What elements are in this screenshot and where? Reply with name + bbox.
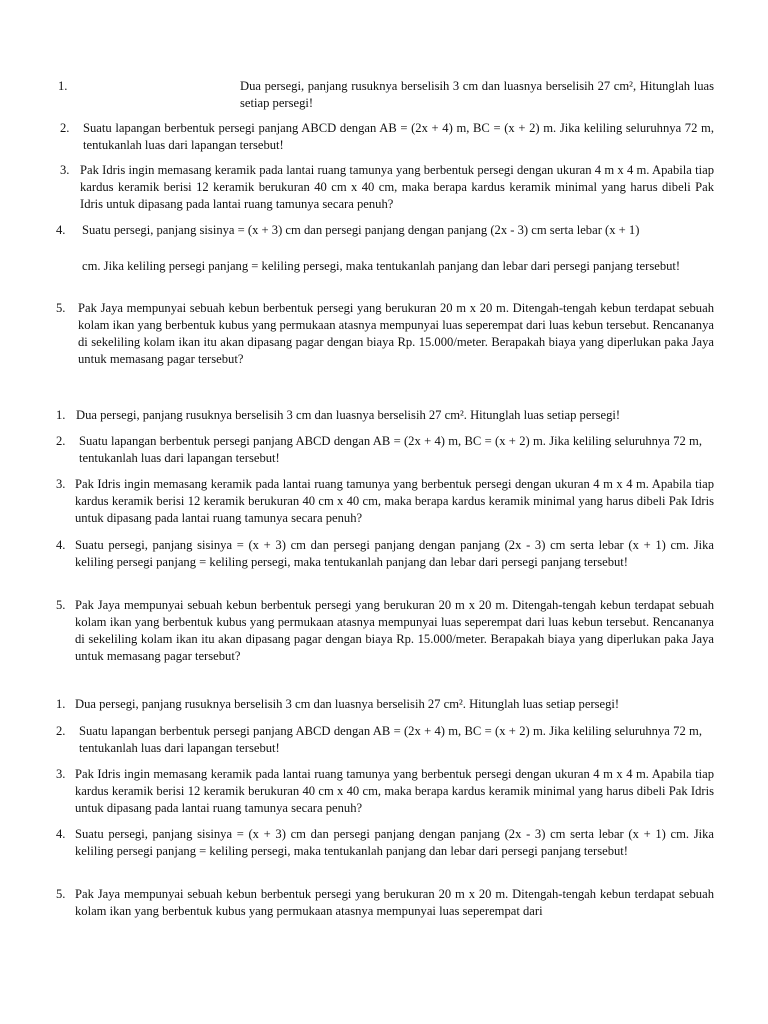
question-number: 1. bbox=[56, 697, 66, 711]
question-number: 3. bbox=[56, 477, 66, 491]
question-text: Suatu persegi, panjang sisinya = (x + 3) cm dan persegi panjang dengan panjang (2x - 3) cm serta lebar (x + 1) cm. Jika keliling persegi panjang = keliling persegi, maka tentukanlah panjang dan lebar dari persegi panjang tersebut! bbox=[75, 538, 714, 569]
question-text: Suatu persegi, panjang sisinya = (x + 3) cm dan persegi panjang dengan panjang (2x - 3) cm serta lebar (x + 1) cm. Jika keliling persegi panjang = keliling persegi, maka tentukanlah panjang dan lebar dari persegi panjang tersebut! bbox=[75, 827, 714, 858]
question-text: Pak Idris ingin memasang keramik pada lantai ruang tamunya yang berbentuk persegi dengan ukuran 4 m x 4 m. Apabila tiap kardus keramik berisi 12 keramik berukuran 40 cm x 40 cm, maka berapa kardus keramik minimal yang harus dibeli Pak Idris untuk dipasang pada lantai ruang tamunya secara penuh? bbox=[80, 163, 714, 211]
question-number: 1. bbox=[56, 408, 66, 422]
question-number: 5. bbox=[56, 301, 66, 315]
question-number: 2. bbox=[56, 434, 66, 448]
question-text: Suatu lapangan berbentuk persegi panjang ABCD dengan AB = (2x + 4) m, BC = (x + 2) m. Jika keliling seluruhnya 72 m, tentukanlah luas dari lapangan tersebut! bbox=[83, 121, 714, 152]
question-number: 5. bbox=[56, 887, 66, 901]
question-number: 3. bbox=[60, 163, 70, 177]
question-text: Dua persegi, panjang rusuknya berselisih 3 cm dan luasnya berselisih 27 cm². Hitunglah luas setiap persegi! bbox=[76, 408, 621, 422]
question-text: Suatu lapangan berbentuk persegi panjang ABCD dengan AB = (2x + 4) m, BC = (x + 2) m. Jika keliling seluruhnya 72 m, tentukanlah luas dari lapangan tersebut! bbox=[79, 434, 702, 465]
question-text: Pak Jaya mempunyai sebuah kebun berbentuk persegi yang berukuran 20 m x 20 m. Ditengah-tengah kebun terdapat sebuah kolam ikan yang berbentuk kubus yang permukaan atasnya mempunyai luas seperempat dari luas kebun tersebut. Rencananya di sekeliling kolam ikan itu akan dipasang pagar dengan biaya Rp. 15.000/meter. Berapakah biaya yang diperlukan paka Jaya untuk memasang pagar tersebut? bbox=[78, 301, 714, 366]
question-text: Pak Jaya mempunyai sebuah kebun berbentuk persegi yang berukuran 20 m x 20 m. Ditengah-tengah kebun terdapat sebuah kolam ikan yang berbentuk kubus yang permukaan atasnya mempunyai luas seperempat dari luas kebun tersebut. Rencananya di sekeliling kolam ikan itu akan dipasang pagar dengan biaya Rp. 15.000/meter. Berapakah biaya yang diperlukan paka Jaya untuk memasang pagar tersebut? bbox=[75, 598, 714, 663]
question-number: 2. bbox=[60, 121, 70, 135]
question-text: Dua persegi, panjang rusuknya berselisih 3 cm dan luasnya berselisih 27 cm². Hitunglah luas setiap persegi! bbox=[75, 697, 620, 711]
question-text-line: Suatu persegi, panjang sisinya = (x + 3) cm dan persegi panjang dengan panjang (2x - 3) cm serta lebar (x + 1) bbox=[82, 223, 640, 237]
question-number: 4. bbox=[56, 827, 66, 841]
question-number: 1. bbox=[58, 79, 68, 93]
question-text: cm. Jika keliling persegi panjang = keliling persegi, maka tentukanlah panjang dan lebar dari persegi panjang tersebut! bbox=[82, 259, 681, 273]
question-text: Pak Idris ingin memasang keramik pada lantai ruang tamunya yang berbentuk persegi dengan ukuran 4 m x 4 m. Apabila tiap kardus keramik berisi 12 keramik berukuran 40 cm x 40 cm, maka berapa kardus keramik minimal yang harus dibeli Pak Idris untuk dipasang pada lantai ruang tamunya secara penuh? bbox=[75, 477, 714, 525]
question-number: 5. bbox=[56, 598, 66, 612]
question-text: Pak Idris ingin memasang keramik pada lantai ruang tamunya yang berbentuk persegi dengan ukuran 4 m x 4 m. Apabila tiap kardus keramik berisi 12 keramik berukuran 40 cm x 40 cm, maka berapa kardus keramik minimal yang harus dibeli Pak Idris untuk dipasang pada lantai ruang tamunya secara penuh? bbox=[75, 767, 714, 815]
question-text: Pak Jaya mempunyai sebuah kebun berbentuk persegi yang berukuran 20 m x 20 m. Ditengah-tengah kebun terdapat sebuah kolam ikan yang berbentuk kubus yang permukaan atasnya mempunyai luas seperempat dari bbox=[75, 887, 714, 918]
question-text: Dua persegi, panjang rusuknya berselisih 3 cm dan luasnya berselisih 27 cm², Hitunglah luas setiap persegi! bbox=[240, 79, 714, 110]
question-number: 2. bbox=[56, 724, 66, 738]
question-number: 4. bbox=[56, 223, 66, 237]
question-text: Suatu lapangan berbentuk persegi panjang ABCD dengan AB = (2x + 4) m, BC = (x + 2) m. Jika keliling seluruhnya 72 m, tentukanlah luas dari lapangan tersebut! bbox=[79, 724, 702, 755]
question-number: 4. bbox=[56, 538, 66, 552]
question-number: 3. bbox=[56, 767, 66, 781]
